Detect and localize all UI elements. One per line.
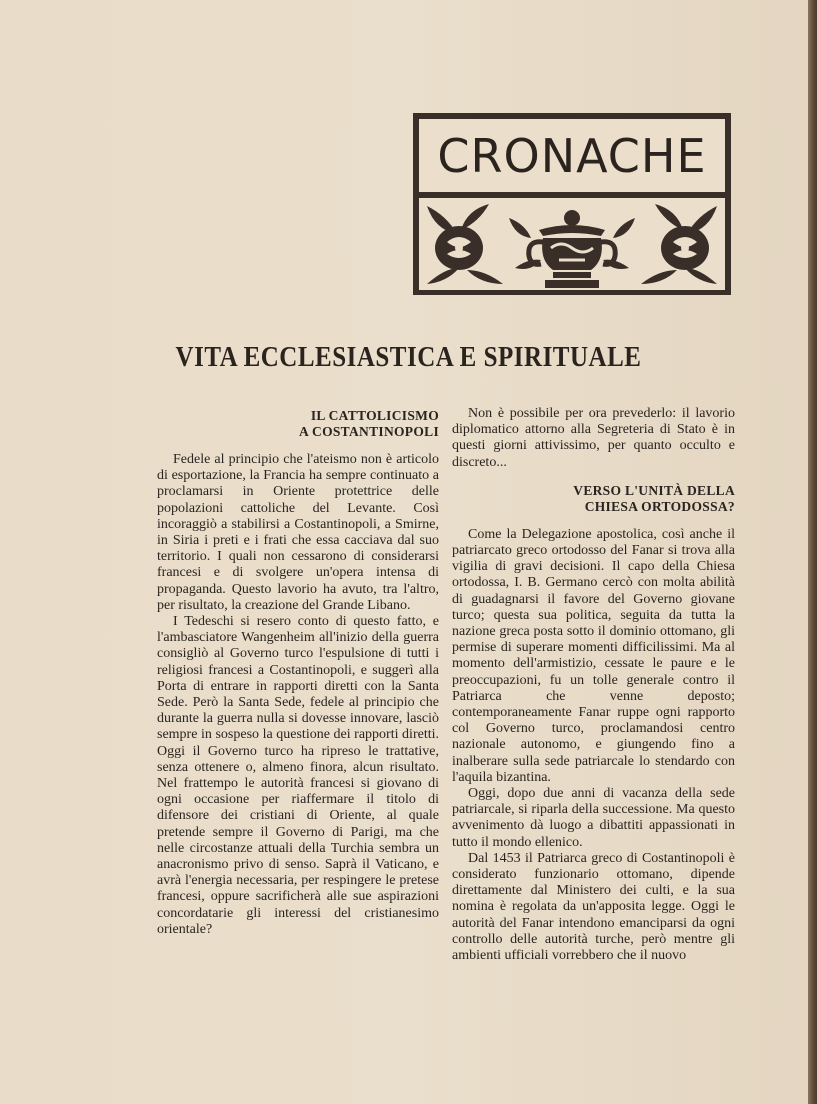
column-right <box>452 406 735 964</box>
column-left <box>157 408 439 938</box>
heading-line: CHIESA ORTODOSSA? <box>584 498 735 514</box>
paragraph: Come la Delegazione apostolica, così anche il patriarcato greco ortodosso del Fanar si trova alla vigilia di gravi decisioni. Il capo della Chiesa ortodossa, I. B. Germano cercò con molta abilità di guadagnarsi il favore del Governo giovane turco; questa sua politica, seguita da tutta la nazione greca posta sotto il dominio ottomano, gli permise di superare momenti difficilissimi. Ma al momento dell'armistizio, cessate le paure e le preoccupazioni, fu un tolle generale contro il Patriarca che venne deposto; contemporaneamente Fanar ruppe ogni rapporto col Governo turco, proclamandosi centro nazionale autonomo, e giungendo fino a inalberare sulla sede patriarcale lo stendardo con l'aquila bizantina. <box>452 526 735 785</box>
page-edge-shadow <box>808 0 817 1104</box>
masthead <box>413 113 731 295</box>
paragraph: Oggi, dopo due anni di vacanza della sede patriarcale, si riparla della successione. Ma questo avvenimento dà luogo a dibattiti appassionati in tutto il mondo ellenico. <box>452 786 735 850</box>
section-title: VITA ECCLESIASTICA E SPIRITUALE <box>175 341 642 373</box>
heading-line: A COSTANTINOPOLI <box>299 424 439 439</box>
paragraph: Dal 1453 il Patriarca greco di Costantinopoli è considerato funzionario ottomano, dipende direttamente dal Ministero dei culti, e la sua nomina è regolata da un'apposita legge. Oggi le autorità del Fanar intendono emanciparsi da ogni controllo delle autorità turche, però mentre gli ambienti ufficiali vorrebbero che il nuovo <box>452 850 735 964</box>
article-heading-chiesa-ortodossa <box>452 483 735 515</box>
masthead-title-box <box>419 119 725 192</box>
paragraph: I Tedeschi si resero conto di questo fatto, e l'ambasciatore Wangenheim all'inizio della guerra consigliò al Governo turco l'espulsione di tutti i religiosi francesi a Costantinopoli, e suggerì alla Porta di entrare in rapporti diretti con la Santa Sede. Però la Santa Sede, fedele al principio che durante la guerra nulla si dovesse innovare, lasciò sempre in sospeso la questione dei rapporti diretti. Oggi il Governo turco ha ripreso le trattative, senza ottenere o, almeno finora, alcun risultato. Nel frattempo le autorità francesi si giovano di ogni occasione per riaffermare il titolo di difensore dei cristiani di Oriente, al quale pretende sempre il Governo di Parigi, ma che nelle circostanze attuali della Turchia sembra un anacronismo privo di senso. Saprà il Vaticano, e avrà l'energia necessaria, per respingere le pretese francesi, oppure sacrificherà alle sue aspirazioni concordatarie gli interessi del cristianesimo orientale? <box>157 614 439 937</box>
paragraph: Non è possibile per ora prevederlo: il lavorio diplomatico attorno alla Segreteria di Stato è in questi giorni attivissimo, per quanto occulto e discreto... <box>452 406 735 470</box>
heading-line: VERSO L'UNITÀ DELLA <box>573 482 735 498</box>
urn-and-foliage-ornament-icon <box>419 198 725 290</box>
masthead-title: CRONACHE <box>437 128 707 183</box>
heading-line: IL CATTOLICISMO <box>310 408 439 423</box>
paragraph: Fedele al principio che l'ateismo non è articolo di esportazione, la Francia ha sempre continuato a proclamarsi in Oriente protettrice delle popolazioni cattoliche del Levante. Così incoraggiò a stabilirsi a Costantinopoli, a Smirne, in Siria i preti e i frati che essa cacciava dal suo territorio. I quali non cessarono di considerarsi francesi e di svolgere un'opera intensa di propaganda. Questo lavorio ha avuto, tra l'altro, per risultato, la creazione del Grande Libano. <box>157 452 439 613</box>
article-heading-cattolicismo <box>157 408 439 440</box>
